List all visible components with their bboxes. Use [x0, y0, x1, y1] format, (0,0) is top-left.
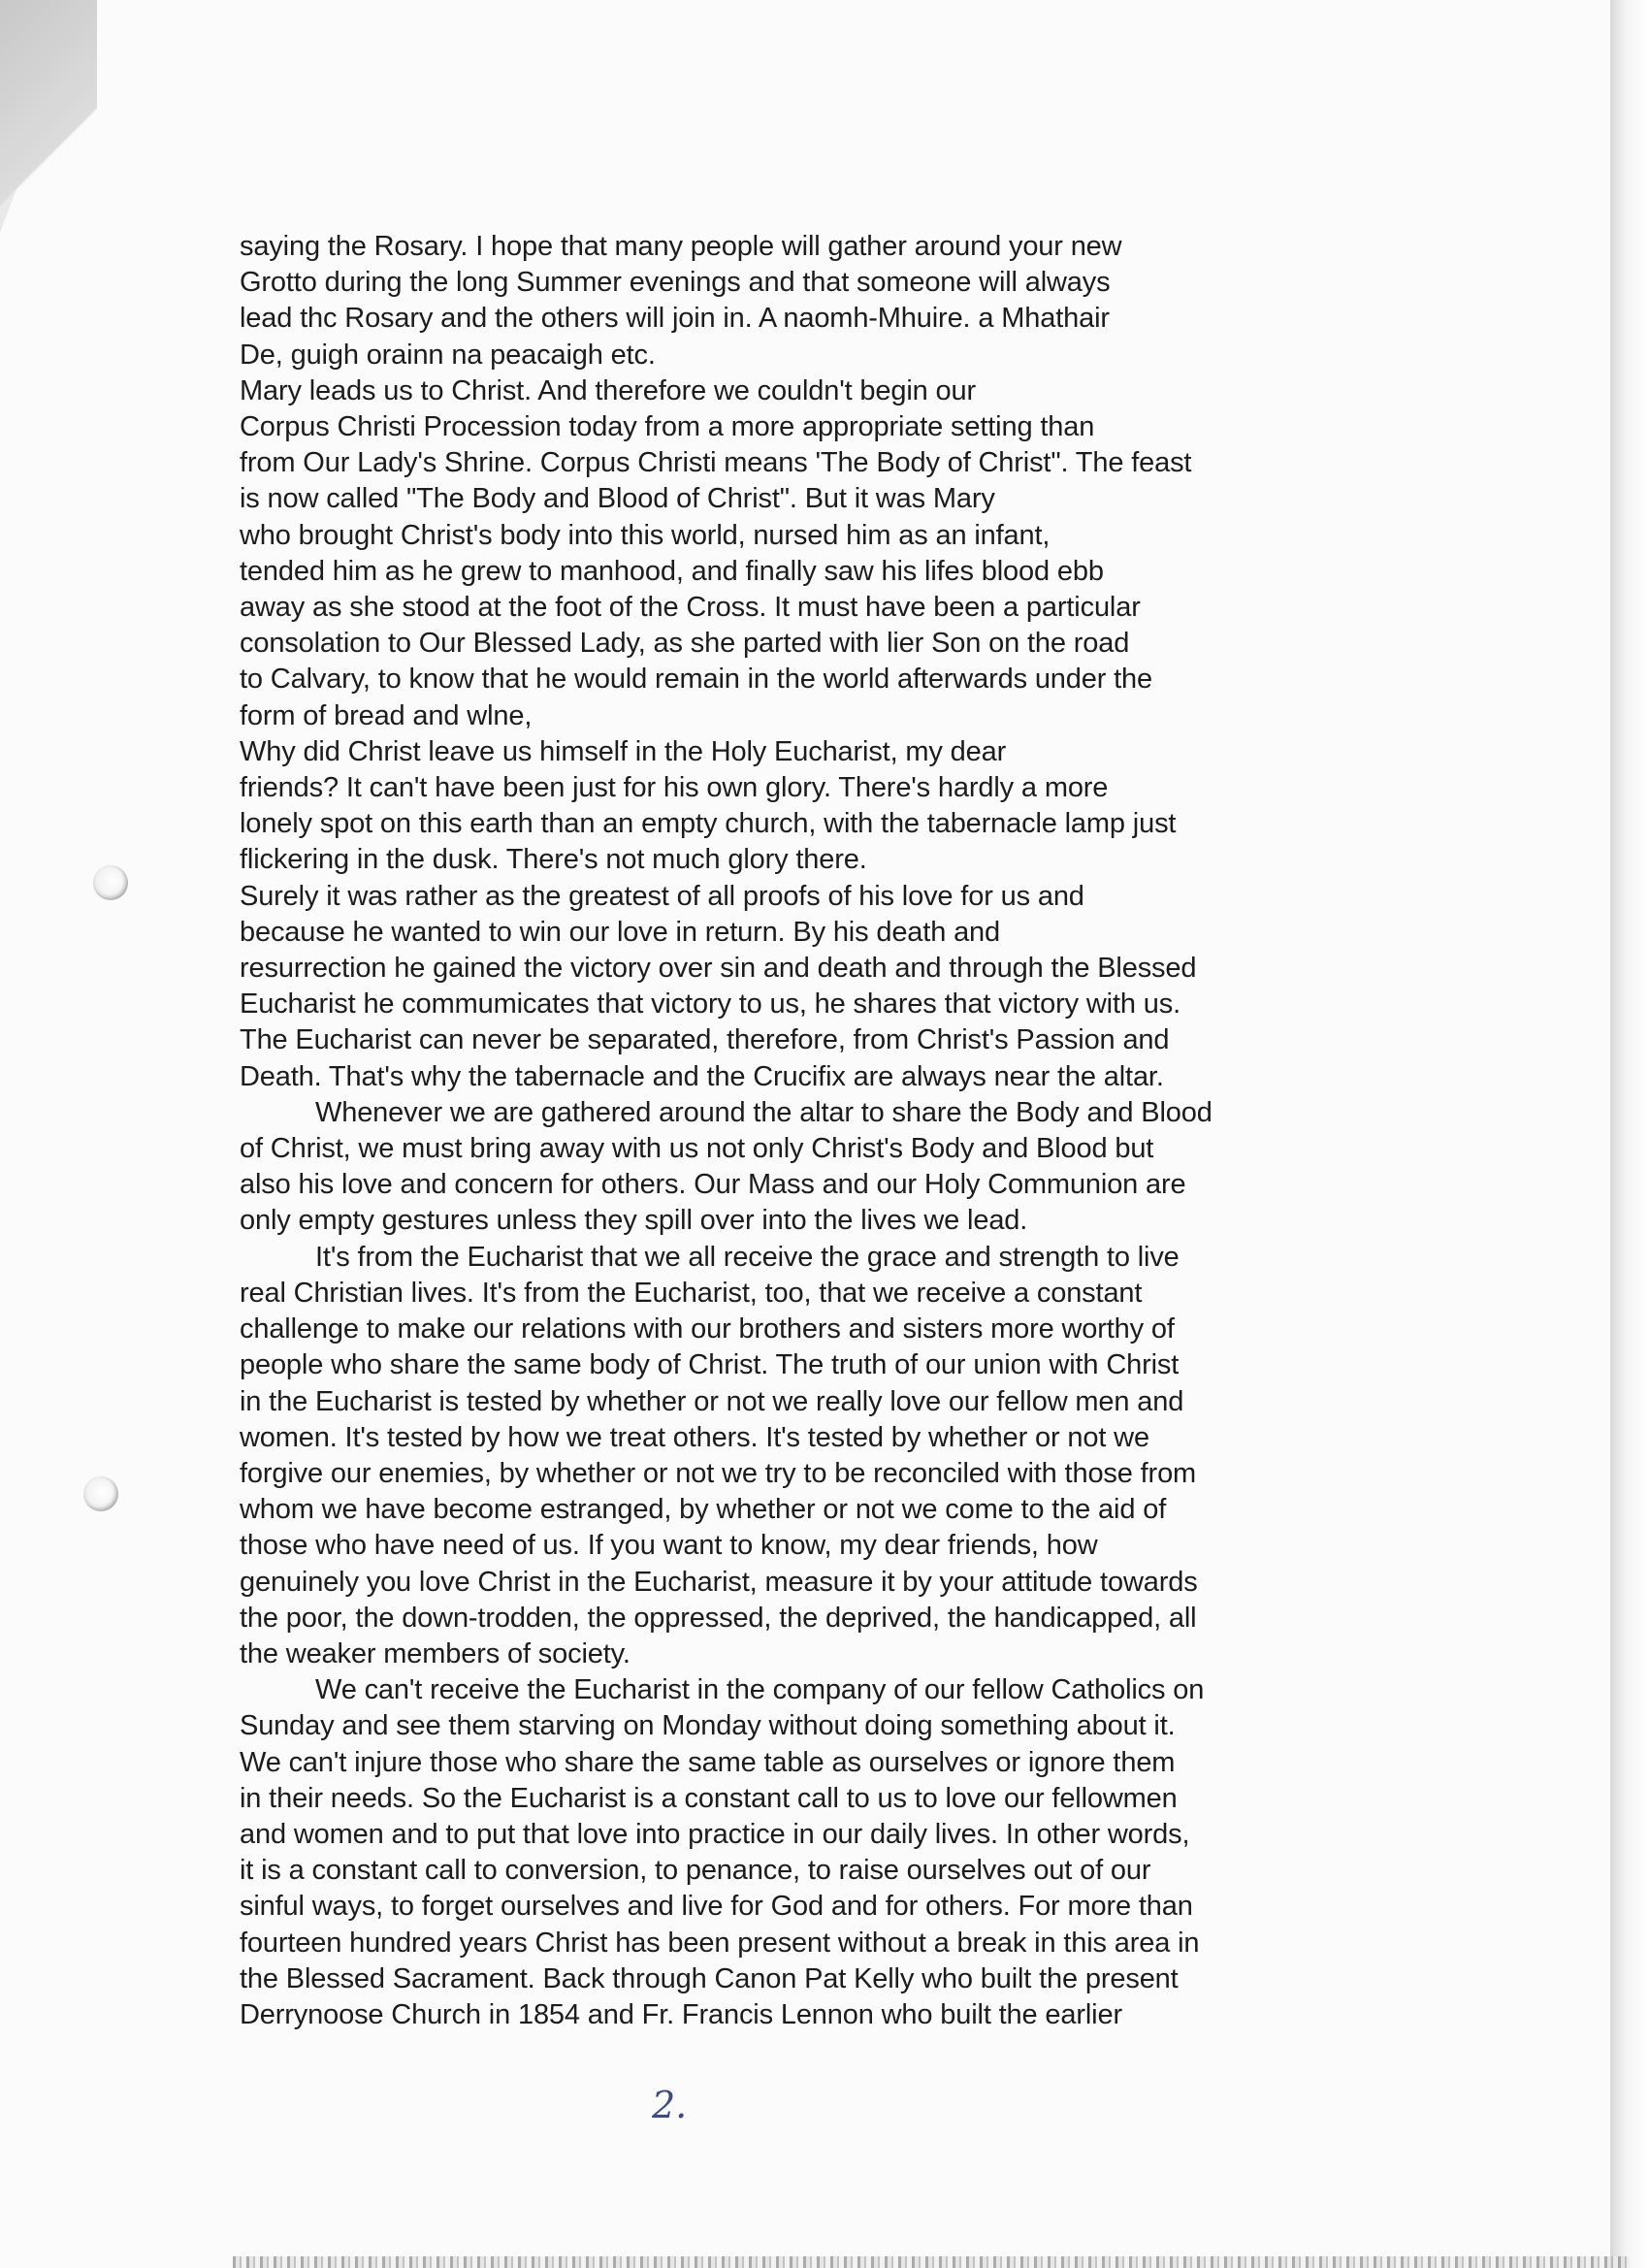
text-line: only empty gestures unless they spill over into the lives we lead.	[240, 1205, 1028, 1237]
text-line: Mary leads us to Christ. And therefore we couldn't begin our	[240, 374, 977, 406]
text-line: it is a constant call to conversion, to penance, to raise ourselves out of our	[240, 1855, 1151, 1887]
text-line: We can't injure those who share the same table as ourselves or ignore them	[240, 1746, 1176, 1778]
text-line: form of bread and wlne,	[240, 699, 533, 731]
text-line: Death. That's why the tabernacle and the Crucifix are always near the altar.	[240, 1060, 1164, 1092]
text-line: forgive our enemies, by whether or not we try to be reconciled with those from	[240, 1457, 1197, 1489]
text-line: to Calvary, to know that he would remain in the world afterwards under the	[240, 664, 1153, 696]
text-line: women. It's tested by how we treat others. It's tested by whether or not we	[240, 1421, 1149, 1453]
punch-hole-bottom	[83, 1476, 118, 1511]
text-line: the weaker members of society.	[240, 1637, 630, 1669]
text-line: Eucharist he commumicates that victory to us, he shares that victory with us.	[240, 988, 1181, 1021]
text-line: resurrection he gained the victory over sin and death and through the Blessed	[240, 953, 1197, 985]
text-line: of Christ, we must bring away with us not only Christ's Body and Blood but	[240, 1133, 1154, 1165]
text-line: fourteen hundred years Christ has been present without a break in this area in	[240, 1927, 1200, 1959]
text-line: who brought Christ's body into this world, nursed him as an infant,	[240, 519, 1051, 551]
text-line: the poor, the down-trodden, the oppressed, the deprived, the handicapped, all	[240, 1602, 1197, 1634]
text-line: those who have need of us. If you want to know, my dear friends, how	[240, 1530, 1098, 1562]
text-line: We can't receive the Eucharist in the company of our fellow Catholics on	[315, 1674, 1205, 1706]
text-line: sinful ways, to forget ourselves and live for God and for others. For more than	[240, 1891, 1193, 1923]
punch-hole-top	[93, 865, 128, 900]
text-line: The Eucharist can never be separated, therefore, from Christ's Passion and	[240, 1024, 1170, 1056]
text-line: flickering in the dusk. There's not much glory there.	[240, 844, 867, 876]
folded-corner	[0, 0, 97, 243]
text-line: whom we have become estranged, by whether or not we come to the aid of	[240, 1494, 1167, 1526]
text-line: in the Eucharist is tested by whether or not we really love our fellow men and	[240, 1385, 1184, 1417]
text-line: in their needs. So the Eucharist is a constant call to us to love our fellowmen	[240, 1782, 1178, 1814]
text-line: Sunday and see them starving on Monday without doing something about it.	[240, 1710, 1176, 1742]
text-line: and women and to put that love into practice in our daily lives. In other words,	[240, 1818, 1190, 1850]
text-line: It's from the Eucharist that we all receive the grace and strength to live	[315, 1241, 1180, 1273]
text-line: Grotto during the long Summer evenings and that someone will always	[240, 267, 1111, 299]
text-line: from Our Lady's Shrine. Corpus Christi means 'The Body of Christ". The feast	[240, 447, 1192, 479]
text-line: tended him as he grew to manhood, and finally saw his lifes blood ebb	[240, 555, 1104, 587]
text-line: Surely it was rather as the greatest of all proofs of his love for us and	[240, 880, 1084, 912]
text-line: Corpus Christi Procession today from a more appropriate setting than	[240, 411, 1095, 443]
text-line: Whenever we are gathered around the altar to share the Body and Blood	[315, 1096, 1212, 1128]
text-line: because he wanted to win our love in return. By his death and	[240, 916, 1001, 948]
text-line: away as she stood at the foot of the Cross. It must have been a particular	[240, 592, 1141, 624]
scan-artifact	[233, 2256, 1630, 2268]
text-line: challenge to make our relations with our brothers and sisters more worthy of	[240, 1313, 1175, 1345]
text-line: saying the Rosary. I hope that many people will gather around your new	[240, 231, 1122, 262]
text-line: the Blessed Sacrament. Back through Canon Pat Kelly who built the present	[240, 1962, 1179, 1994]
text-line: also his love and concern for others. Our Mass and our Holy Communion are	[240, 1169, 1186, 1201]
text-line: Why did Christ leave us himself in the Holy Eucharist, my dear	[240, 735, 1007, 767]
text-line: lead thc Rosary and the others will join in. A naomh-Mhuire. a Mhathair	[240, 303, 1110, 335]
page-number: 2.	[652, 2084, 688, 2126]
text-line: friends? It can't have been just for his own glory. There's hardly a more	[240, 772, 1109, 804]
text-line: De, guigh orainn na peacaigh etc.	[240, 339, 656, 371]
body-text	[240, 229, 1336, 2033]
text-line: people who share the same body of Christ. The truth of our union with Christ	[240, 1349, 1180, 1381]
page-edge	[1610, 0, 1649, 2268]
text-line: consolation to Our Blessed Lady, as she parted with lier Son on the road	[240, 628, 1130, 660]
text-line: lonely spot on this earth than an empty church, with the tabernacle lamp just	[240, 808, 1177, 840]
text-line: real Christian lives. It's from the Eucharist, too, that we receive a constant	[240, 1277, 1143, 1309]
text-line: genuinely you love Christ in the Eucharist, measure it by your attitude towards	[240, 1566, 1198, 1598]
text-line: is now called "The Body and Blood of Christ". But it was Mary	[240, 483, 995, 515]
text-line: Derrynoose Church in 1854 and Fr. Francis Lennon who built the earlier	[240, 1998, 1122, 2030]
